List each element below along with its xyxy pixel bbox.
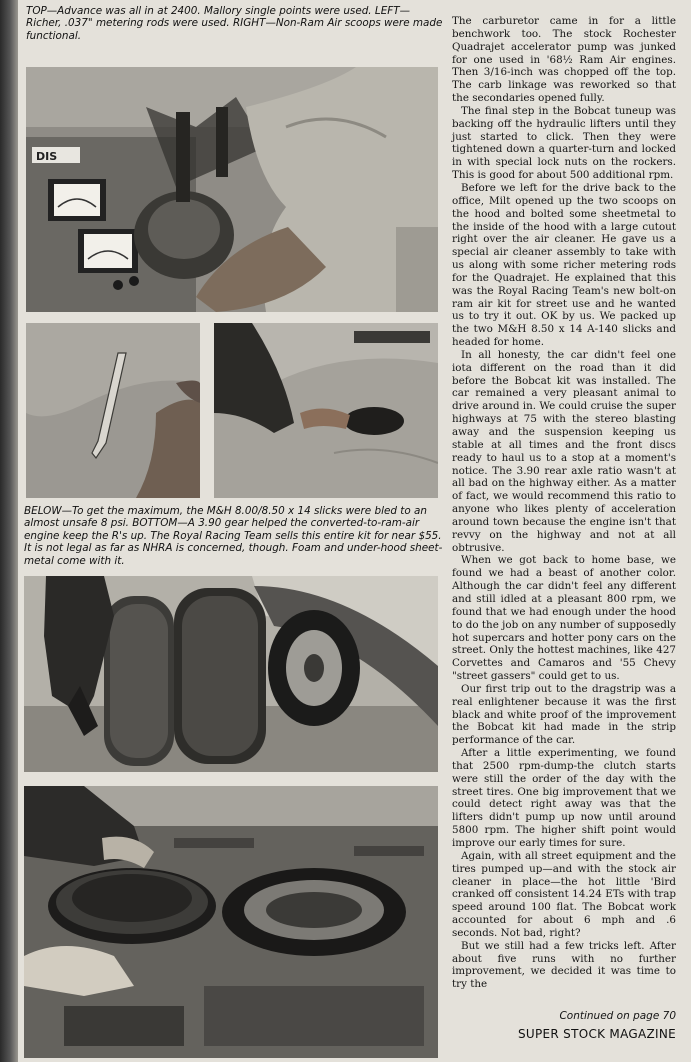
article-paragraph: But we still had a few tricks left. After about five runs with no further improvement, we decided it was time to try the — [452, 939, 676, 991]
article-paragraph: Again, with all street equipment and the tires pumped up—and with the stock air cleaner in place—the hot little 'Bird cranked off consistent 14.24 ETs with trap speed around 100 flat. The Bobcat work accounted for about 6 mph and .6 seconds. Not bad, right? — [452, 849, 676, 939]
article-paragraph: Our first trip out to the dragstrip was a real enlightener because it was the first black and white proof of the improvement the Bobcat kit had made in the strip performance of the car. — [452, 682, 676, 747]
article-paragraph: When we got back to home base, we found we had a beast of another color. Although the car didn't feel any different and still idled at a pleasant 800 rpm, we found that we had enough under the hood to do the job on any number of supposedly hot supercars and hotter pony cars on the street. Only the hottest machines, like 427 Corvettes and Camaros and '55 Chevy "street gassers" could get to us. — [452, 554, 676, 683]
caption-middle: BELOW—To get the maximum, the M&H 8.00/8.50 x 14 slicks were bled to an almost unsafe 8 psi. BOTTOM—A 3.90 gear helped the converted-to-ram-air engine keep the R's up. The Royal Racing Team sells this entire kit for near $55. It is not legal as far as NHRA is concerned, though. Foam and under-hood sheet-metal come with it. — [24, 505, 443, 567]
photo-slicks — [24, 576, 438, 772]
article-paragraph: In all honesty, the car didn't feel one iota different on the road than it did before the Bobcat kit was installed. The car remained a very pleasant animal to drive around in. We could cruise the super highways at 75 with the stereo blasting away and the suspension keeping us stable at all times and the front discs ready to haul us to a stop at a moment's notice. The 3.90 rear axle ratio wasn't at all bad on the highway either. As a matter of fact, we would recommend this ratio to anyone who likes plenty of acceleration around town because the engine isn't that revvy on the highway and not at all obtrusive. — [452, 348, 676, 554]
article-paragraph: The final step in the Bobcat tuneup was backing off the hydraulic lifters until they just started to click. Then they were tightened down a quarter-turn and locked in with special lock nuts on the rockers. This is good for about 500 additional rpm. — [452, 104, 676, 182]
photo-air-cleaner — [24, 786, 438, 1058]
photo-metering-rod — [26, 323, 200, 498]
photo-distributor-machine — [26, 67, 438, 312]
page-binding-edge — [0, 0, 18, 1062]
continued-on-page: Continued on page 70 — [559, 1010, 676, 1022]
photo-hood-scoop — [214, 323, 438, 498]
caption-top: TOP—Advance was all in at 2400. Mallory single points were used. LEFT—Richer, .037" metering rods were used. RIGHT—Non-Ram Air scoops were made functional. — [26, 5, 443, 42]
dyno-label-text: DIS — [36, 150, 58, 163]
article-paragraph: Before we left for the drive back to the office, Milt opened up the two scoops on the hood and bolted some sheetmetal to the inside of the hood with a large cutout right over the air cleaner. He gave us a special air cleaner assembly to take with us along with some richer metering rods for the Quadrajet. He explained that this was the Royal Racing Team's new bolt-on ram air kit for street use and he wanted us to try it out. OK by us. We packed up the two M&H 8.50 x 14 A-140 slicks and headed for home. — [452, 181, 676, 349]
article-paragraph: The carburetor came in for a little benchwork too. The stock Rochester Quadrajet accelerator pump was junked for one used in '68½ Ram Air engines. Then 3/16-inch was chopped off the top. The carb linkage was reworked so that the secondaries opened fully. — [452, 15, 676, 105]
article-body-column — [452, 15, 676, 991]
magazine-footer: SUPER STOCK MAGAZINE — [517, 1027, 676, 1041]
article-paragraph: After a little experimenting, we found that 2500 rpm-dump-the clutch starts were still the order of the day with the street tires. One big improvement that we could detect right away was that the lifters didn't pump up now until around 5800 rpm. The higher shift point would improve our early times for sure. — [452, 747, 676, 849]
